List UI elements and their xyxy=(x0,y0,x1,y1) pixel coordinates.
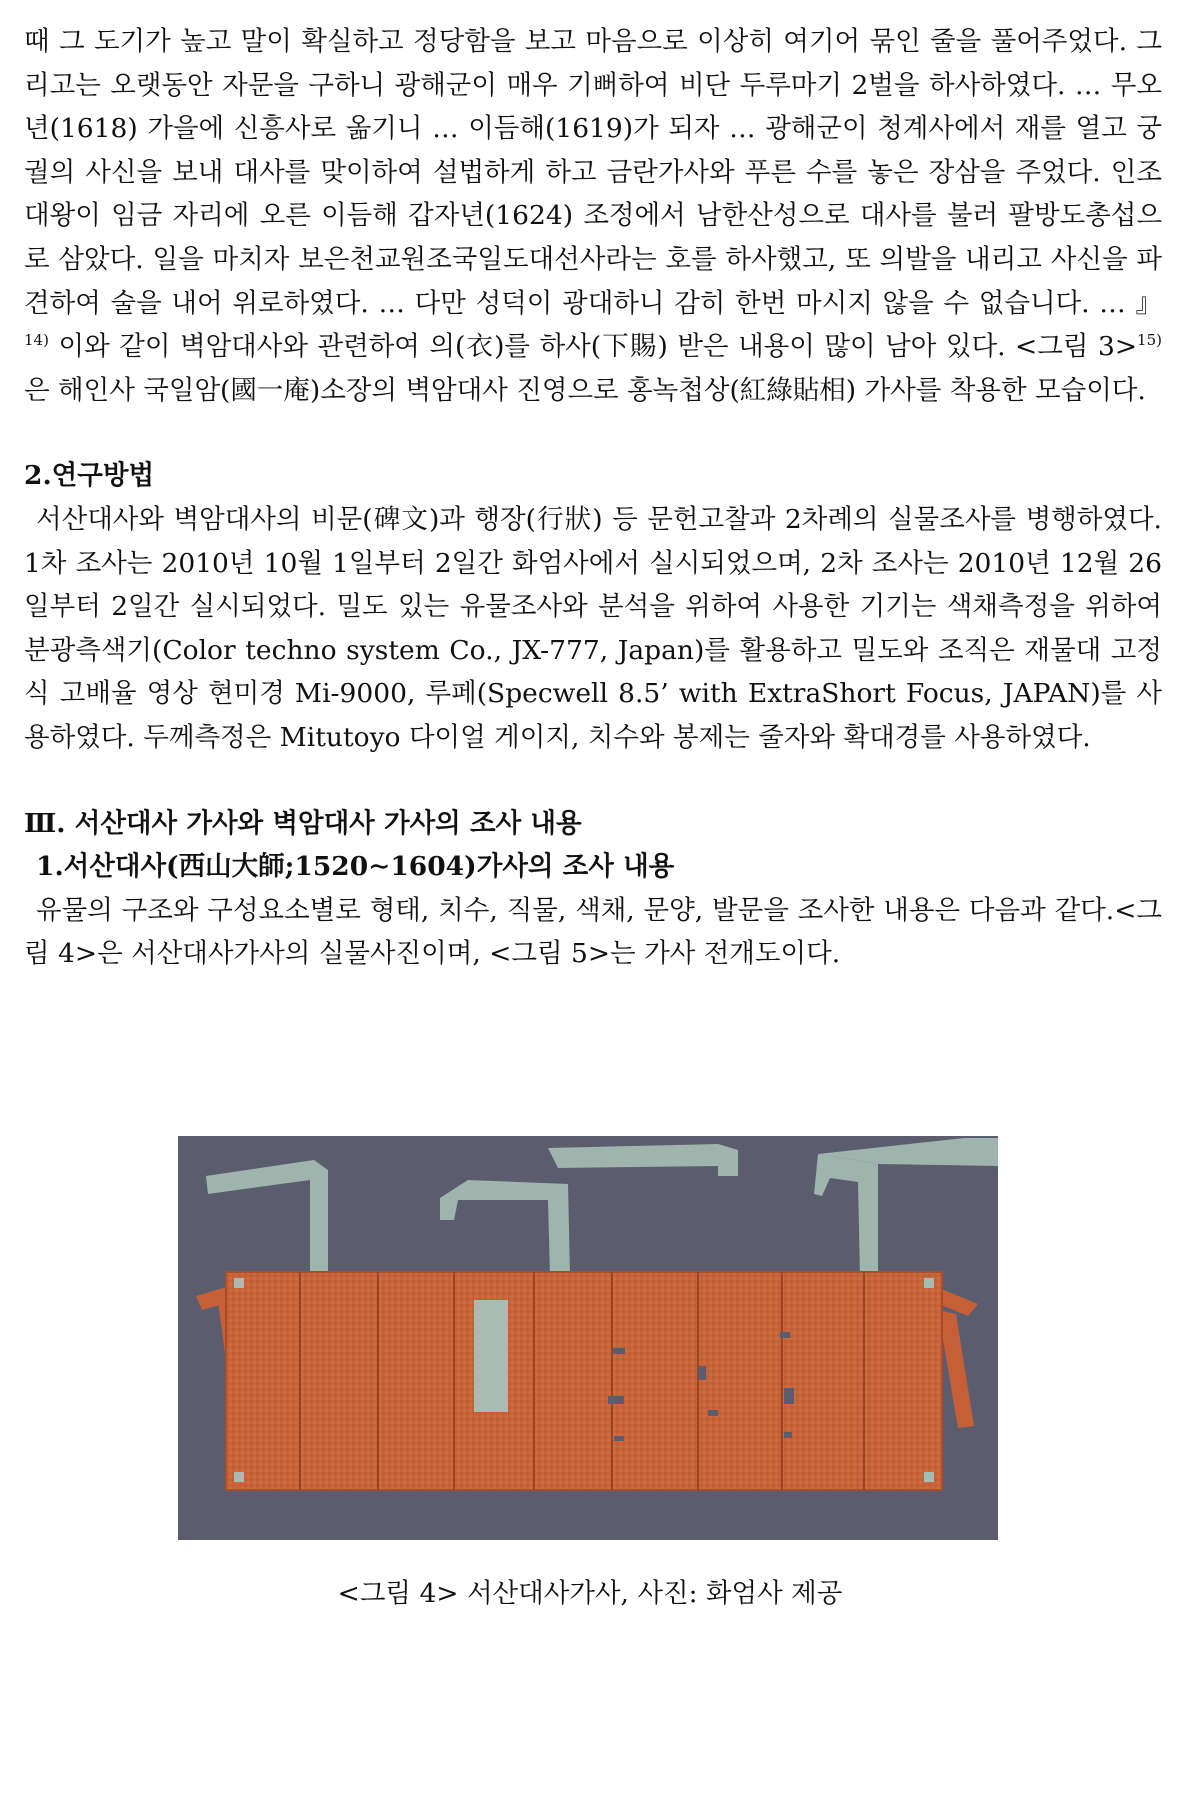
footnote-ref: 15) xyxy=(1137,331,1162,350)
footnote-ref: 14) xyxy=(24,331,49,350)
section-heading: 2.연구방법 xyxy=(24,460,155,492)
paragraph-text: 은 해인사 국일암(國一庵)소장의 벽암대사 진영으로 홍녹첩상(紅綠貼相) 가사를 착용한 모습이다. xyxy=(24,374,1146,406)
subsection-heading: 1.서산대사(西山大師;1520∼1604)가사의 조사 내용 xyxy=(36,851,675,883)
document-page xyxy=(24,20,1162,976)
section-heading: Ⅲ. 서산대사 가사와 벽암대사 가사의 조사 내용 xyxy=(24,807,582,839)
kasaya-robe-illustration xyxy=(178,1136,998,1540)
paragraph-text: 이와 같이 벽암대사와 관련하여 의(衣)를 하사(下賜) 받은 내용이 많이 남아 있다. <그림 3> xyxy=(48,331,1138,363)
paragraph-text: 때 그 도기가 높고 말이 확실하고 정당함을 보고 마음으로 이상히 여기어 묶인 줄을 풀어주었다. 그리고는 오랫동안 자문을 구하니 광해군이 매우 기뻐하여 비단 두루마기 2벌을 하사하였다. … 무오년(1618) 가을에 신흥사로 옮기니 … 이듬해(1619)가 되자 … 광해군이 청계사에서 재를 열고 궁궐의 사신을 보내 대사를 맞이하여 설법하게 하고 금란가사와 푸른 수를 놓은 장삼을 주었다. 인조대왕이 임금 자리에 오른 이듬해 갑자년(1624) 조정에서 남한산성으로 대사를 불러 팔방도총섭으로 삼았다. 일을 마치자 보은천교원조국일도대선사라는 호를 하사했고, 또 의발을 내리고 사신을 파견하여 술을 내어 위로하였다. … 다만 성덕이 광대하니 감히 한번 마시지 않을 수 없습니다. … 』 xyxy=(24,26,1162,319)
figure-caption: <그림 4> 서산대사가사, 사진: 화엄사 제공 xyxy=(337,1578,843,1609)
figure-photo xyxy=(178,1136,998,1540)
section-body: 유물의 구조와 구성요소별로 형태, 치수, 직물, 색채, 문양, 발문을 조사한 내용은 다음과 같다.<그림 4>은 서산대사가사의 실물사진이며, <그림 5>는 가사 전개도이다. xyxy=(24,894,1162,970)
robe-body xyxy=(226,1272,942,1490)
center-patch xyxy=(474,1300,508,1412)
paragraph-quote xyxy=(24,20,1162,412)
section-body: 서산대사와 벽암대사의 비문(碑文)과 행장(行狀) 등 문헌고찰과 2차례의 실물조사를 병행하였다. 1차 조사는 2010년 10월 1일부터 2일간 화엄사에서 실시되었으며, 2차 조사는 2010년 12월 26일부터 2일간 실시되었다. 밀도 있는 유물조사와 분석을 위하여 사용한 기기는 색채측정을 위하여 분광측색기(Color techno system Co., JX-777, Japan)를 활용하고 밀도와 조직은 재물대 고정식 고배율 영상 현미경 Mi-9000, 루페(Specwell 8.5’ with ExtraShort Focus, JAPAN)를 사용하였다. 두께측정은 Mitutoyo 다이얼 게이지, 치수와 봉제는 줄자와 확대경를 사용하였다. xyxy=(24,503,1162,753)
